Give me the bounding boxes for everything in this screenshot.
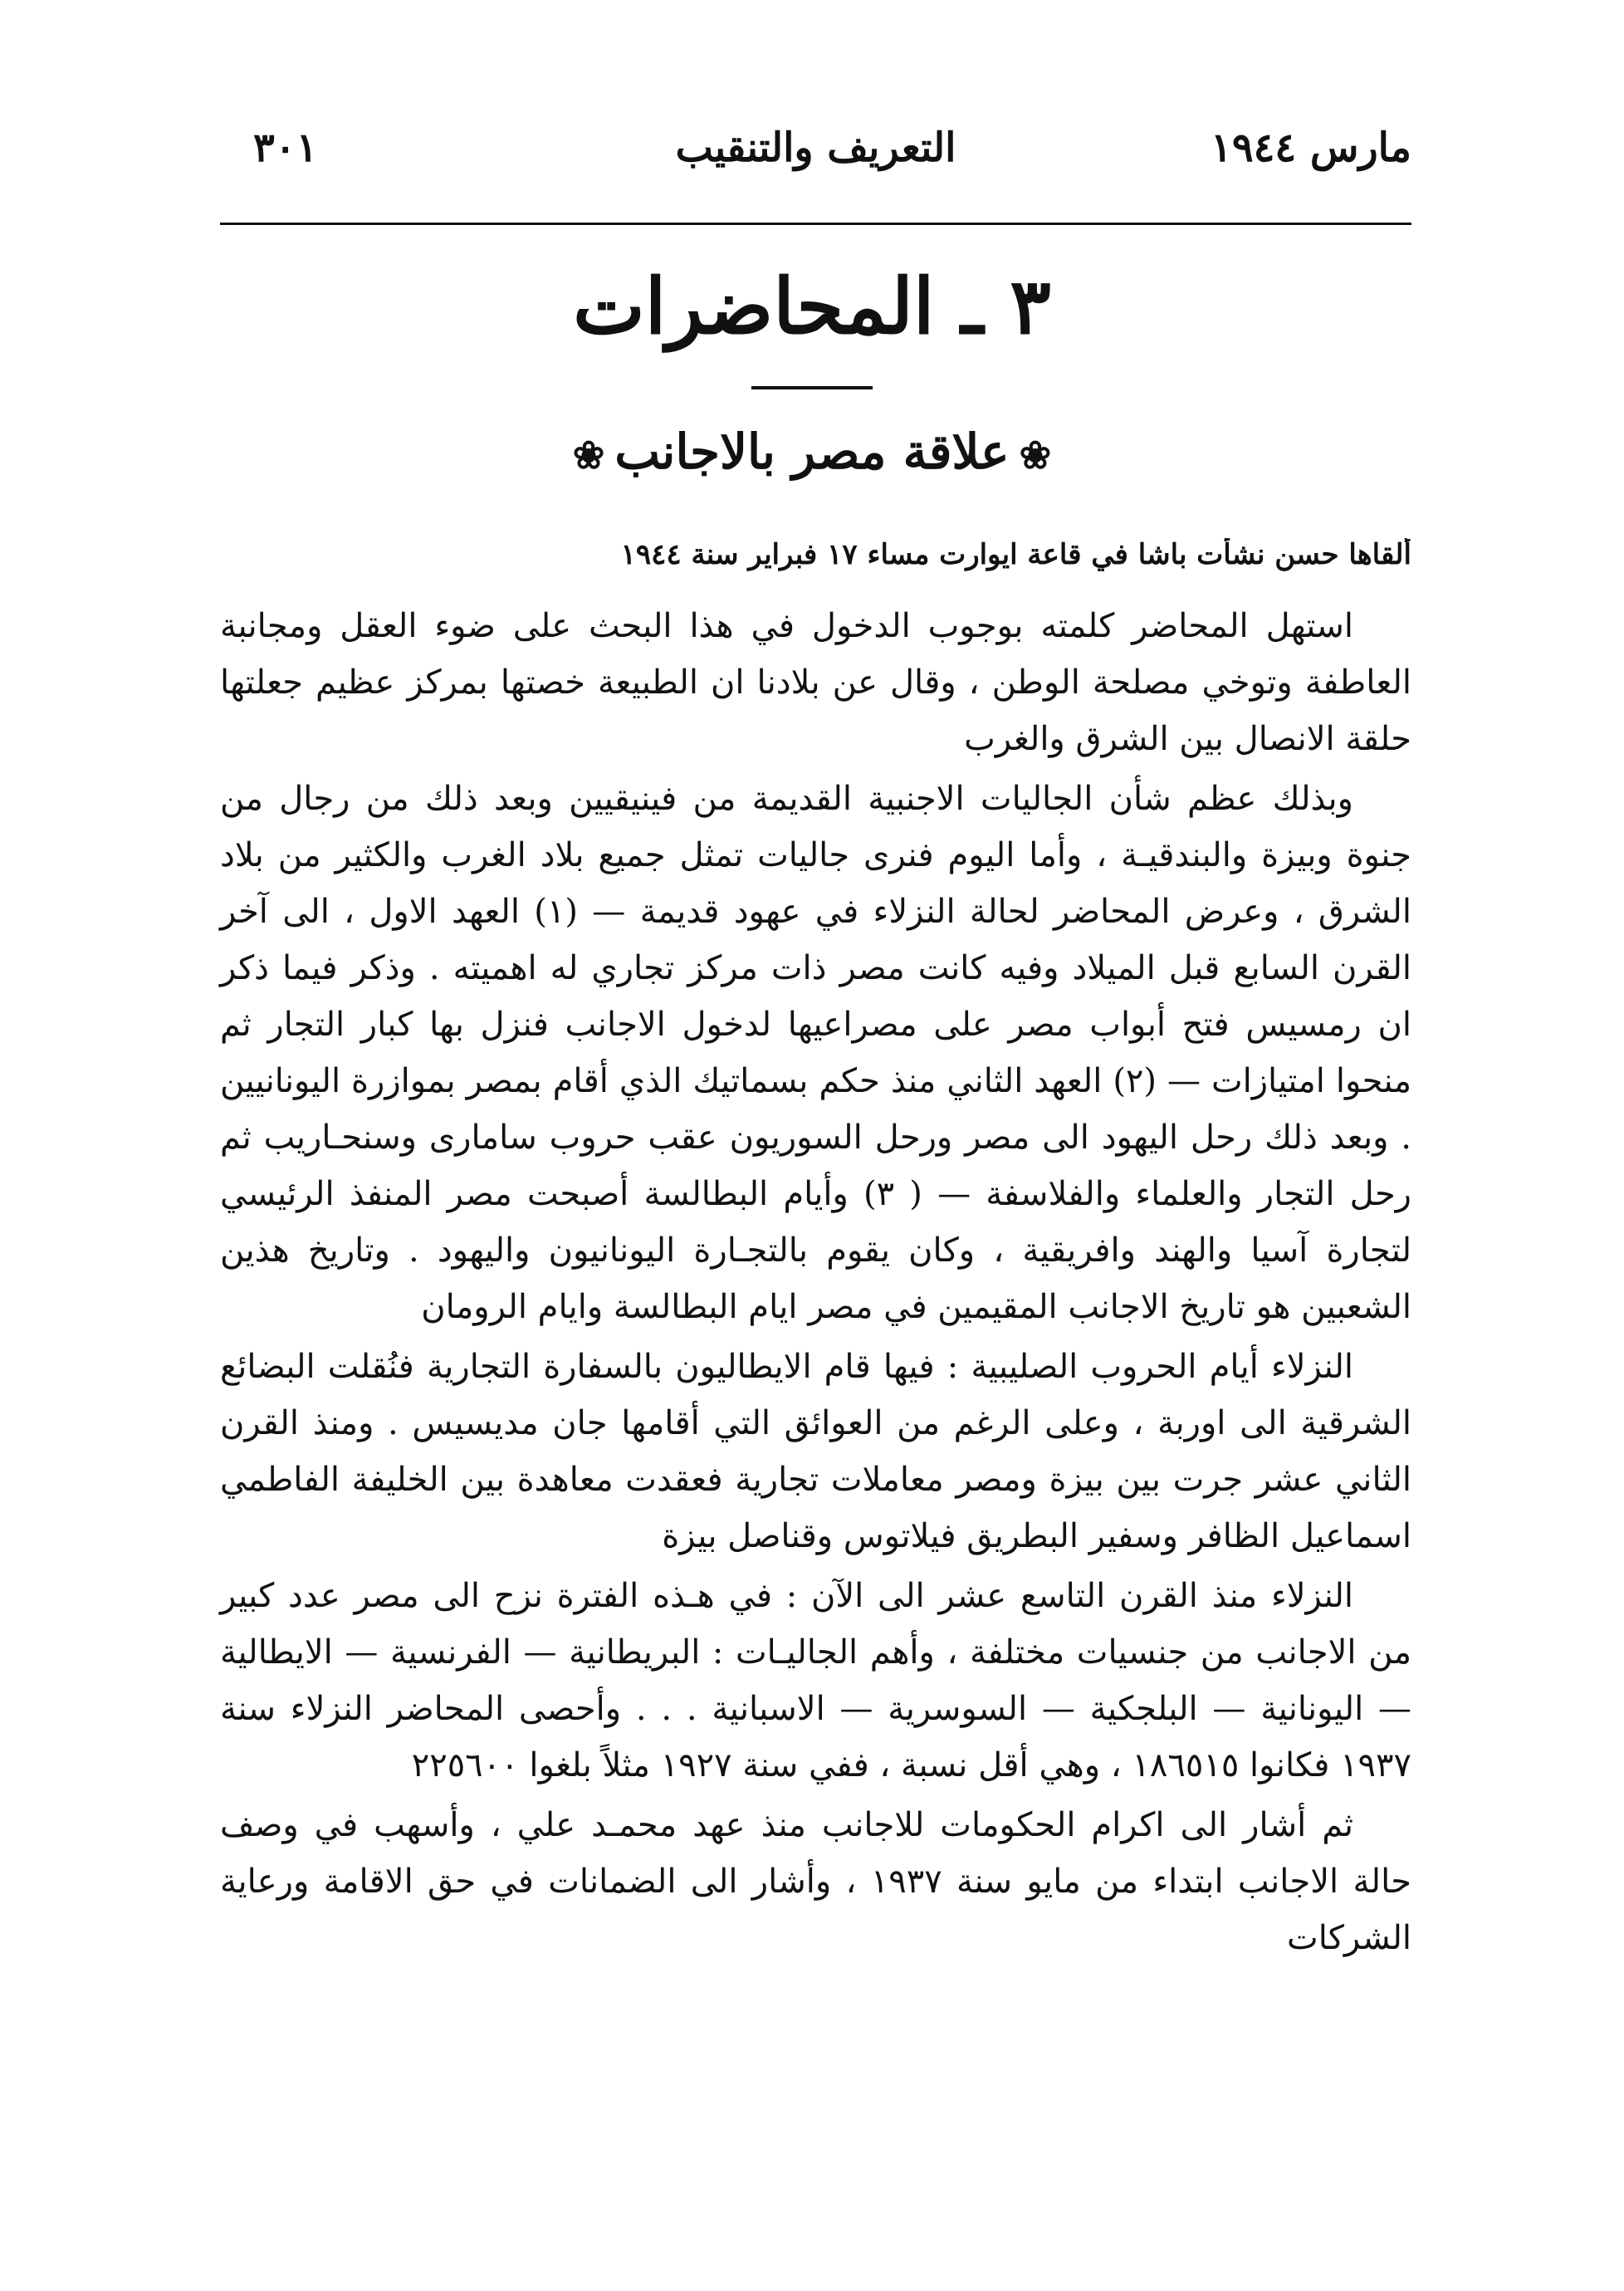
paragraph: النزلاء منذ القرن التاسع عشر الى الآن : في هـذه الفترة نزح الى مصر عدد كبير من الاجانب من جنسيات مختلفة ، وأهم الجاليـات : البريطانية — الفرنسية — الايطالية — اليونانية — البلجكية — السوسرية — الاسبانية . . . وأحصى المحاضر النزلاء سنة ١٩٣٧ فكانوا ١٨٦٥١٥ ، وهي أقل نسبة ، ففي سنة ١٩٢٧ مثلاً بلغوا ٢٢٥٦٠٠ — [220, 1577, 1411, 1784]
header-title: التعريف والتنقيب — [675, 125, 956, 171]
header-divider — [220, 223, 1411, 225]
flower-ornament-icon: ❀ — [1019, 433, 1052, 477]
paragraph: استهل المحاضر كلمته بوجوب الدخول في هذا البحث على ضوء العقل ومجانبة العاطفة وتوخي مصلحة الوطن ، وقال عن بلادنا ان الطبيعة خصتها بمركز عظيم جعلتها حلقة الانصال بين الشرق والغرب — [220, 607, 1411, 758]
paragraph: وبذلك عظم شأن الجاليات الاجنبية القديمة من فينيقيين وبعد ذلك من رجال من جنوة وبيزة والبندقيـة ، وأما اليوم فنرى جاليات تمثل جميع بلاد الغرب والكثير من بلاد الشرق ، وعرض المحاضر لحالة النزلاء في عهود قديمة — (١) العهد الاول ، الى آخر القرن السابع قبل الميلاد وفيه كانت مصر ذات مركز تجاري له اهميته . وذكر فيما ذكر ان رمسيس فتح أبواب مصر على مصراعيها لدخول الاجانب فنزل بها كبار التجار ثم منحوا امتيازات — (٢) العهد الثاني منذ حكم بسماتيك الذي أقام بمصر بموازرة اليونانيين . وبعد ذلك رحل اليهود الى مصر ورحل السوريون عقب حروب ساماری وسنحـاريب ثم رحل التجار والعلماء والفلاسفة — ( ٣) وأيام البطالسة أصبحت مصر المنفذ الرئيسي لتجارة آسيا والهند وافريقية ، وكان يقوم بالتجـارة اليونانيون واليهود . وتاريخ هذين الشعبين هو تاريخ الاجانب المقيمين في مصر ايام البطالسة وايام الرومان — [220, 780, 1411, 1326]
lecture-title — [0, 423, 1624, 480]
flower-ornament-icon: ❀ — [572, 433, 605, 477]
header-date: مارس ١٩٤٤ — [1211, 125, 1411, 171]
page-number: ٣٠١ — [253, 125, 318, 171]
paragraph: النزلاء أيام الحروب الصليبية : فيها قام الايطاليون بالسفارة التجارية فنُقلت البضائع الشرقية الى اوربة ، وعلى الرغم من العوائق التي أقامها جان مديسيس . ومنذ القرن الثاني عشر جرت بين بيزة ومصر معاملات تجارية فعقدت معاهدة بين الخليفة الفاطمي اسماعيل الظافر وسفير البطريق فيلاتوس وقناصل بيزة — [220, 1348, 1411, 1555]
running-header — [220, 125, 1411, 191]
title-divider — [751, 386, 873, 389]
paragraph: ثم أشار الى اكرام الحكومات للاجانب منذ عهد محمـد علي ، وأسهب في وصف حالة الاجانب ابتداء من مايو سنة ١٩٣٧ ، وأشار الى الضمانات في حق الاقامة ورعاية الشركات — [220, 1806, 1411, 1957]
article-body — [220, 598, 1411, 1970]
lecture-title-text: علاقة مصر بالاجانب — [614, 423, 1010, 480]
section-title: ٣ ـ المحاضرات — [573, 262, 1051, 351]
lecture-byline: ألقاها حسن نشأت باشا في قاعة ايوارت مساء ١٧ فبراير سنة ١٩٤٤ — [620, 538, 1411, 571]
